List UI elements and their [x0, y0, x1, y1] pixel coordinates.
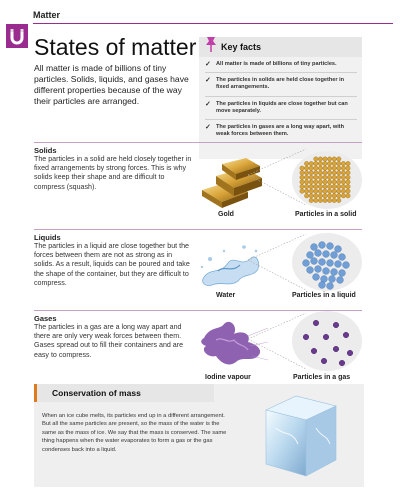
particle	[300, 171, 304, 175]
particle	[315, 250, 322, 257]
pin-icon	[203, 35, 219, 53]
key-facts-box	[199, 37, 362, 159]
particle	[337, 184, 341, 188]
particle	[341, 184, 345, 188]
particle	[323, 334, 329, 340]
particle	[346, 180, 350, 184]
particle	[309, 175, 313, 179]
particle	[339, 254, 346, 261]
liquid-particles	[292, 233, 362, 291]
particle	[304, 161, 308, 165]
check-icon: ✓	[205, 61, 211, 68]
particle	[314, 184, 318, 188]
particle	[327, 166, 331, 170]
particle	[335, 246, 342, 253]
particle	[318, 189, 322, 193]
particle	[314, 161, 318, 165]
particle	[346, 175, 350, 179]
particle	[337, 161, 341, 165]
particle	[313, 274, 320, 281]
particle	[346, 194, 350, 198]
particle	[332, 157, 336, 161]
particle	[318, 171, 322, 175]
particle	[314, 166, 318, 170]
particle	[332, 194, 336, 198]
particle	[337, 194, 341, 198]
particle	[329, 276, 336, 283]
particle	[327, 283, 334, 290]
particle	[332, 180, 336, 184]
particle	[327, 194, 331, 198]
particle	[337, 277, 344, 284]
particle	[318, 194, 322, 198]
particle	[323, 161, 327, 165]
particle	[332, 161, 336, 165]
particle	[303, 260, 310, 267]
liquids-text: The particles in a liquid are close together but the forces between them are not as strong as in solids. As a result, liquids can be poured and take the shape of the container, but they are difficult to compress.	[34, 242, 190, 287]
particle	[327, 180, 331, 184]
particles-solid-caption: Particles in a solid	[295, 211, 357, 218]
particle	[327, 161, 331, 165]
particle	[300, 180, 304, 184]
particle	[337, 198, 341, 202]
particle	[318, 180, 322, 184]
particle	[323, 189, 327, 193]
particle	[314, 198, 318, 202]
accent-bar	[34, 384, 37, 402]
particle	[341, 166, 345, 170]
particle	[327, 184, 331, 188]
page-title: States of matter	[34, 34, 197, 60]
ice-cube-image	[256, 388, 346, 483]
particle	[309, 184, 313, 188]
particle	[339, 360, 345, 366]
particle	[311, 244, 318, 251]
particle	[327, 189, 331, 193]
particle	[327, 198, 331, 202]
key-facts-header	[199, 37, 362, 57]
particle	[304, 175, 308, 179]
particle	[327, 243, 334, 250]
section-header	[33, 8, 393, 25]
gases-heading: Gases	[34, 314, 57, 323]
particle	[337, 166, 341, 170]
particle	[319, 282, 326, 289]
divider	[205, 119, 357, 120]
particle	[323, 184, 327, 188]
particle	[321, 358, 327, 364]
particle	[309, 189, 313, 193]
particle	[307, 252, 314, 259]
particle	[327, 157, 331, 161]
section-divider	[34, 229, 362, 230]
particle	[307, 267, 314, 274]
particle	[309, 194, 313, 198]
particle	[331, 252, 338, 259]
particle	[318, 184, 322, 188]
key-fact-item: ✓ The particles in solids are held close together in fixed arrangements.	[205, 77, 345, 91]
water-caption: Water	[216, 292, 236, 299]
particle	[337, 180, 341, 184]
key-facts-title: Key facts	[221, 42, 262, 52]
particle	[311, 348, 317, 354]
magnet-icon	[6, 24, 28, 48]
particle	[304, 194, 308, 198]
particle	[323, 198, 327, 202]
particle	[318, 166, 322, 170]
particle	[314, 194, 318, 198]
check-icon: ✓	[205, 124, 211, 132]
particle	[315, 266, 322, 273]
conservation-box	[34, 384, 364, 487]
gold-caption: Gold	[218, 211, 234, 218]
particle	[327, 175, 331, 179]
particle	[319, 242, 326, 249]
particle	[323, 157, 327, 161]
particle	[341, 161, 345, 165]
section-label: Matter	[33, 10, 61, 20]
header-divider	[33, 23, 393, 24]
section-divider	[34, 142, 362, 143]
particle	[346, 184, 350, 188]
particle	[304, 189, 308, 193]
particle	[337, 175, 341, 179]
particle	[332, 171, 336, 175]
key-facts-list	[205, 61, 357, 142]
particle	[323, 194, 327, 198]
gases-text: The particles in a gas are a long way apart and there are only very weak forces between them. Gases spread out to fill their containers and are easy to compress.	[34, 323, 184, 359]
particle	[318, 175, 322, 179]
particle	[333, 346, 339, 352]
solids-heading: Solids	[34, 146, 57, 155]
particle	[318, 198, 322, 202]
particle	[300, 189, 304, 193]
particle	[314, 157, 318, 161]
particle	[332, 198, 336, 202]
gas-particles	[292, 311, 362, 371]
particle	[341, 171, 345, 175]
particle	[335, 261, 342, 268]
particle	[319, 259, 326, 266]
particle	[323, 166, 327, 170]
particle	[347, 350, 353, 356]
check-icon: ✓	[205, 100, 211, 108]
particle	[346, 189, 350, 193]
key-fact-item: ✓ The particles in liquids are close together but can move separately.	[205, 100, 348, 114]
particle	[321, 276, 328, 283]
conservation-header	[34, 384, 214, 402]
conservation-title: Conservation of mass	[52, 388, 141, 398]
particle	[313, 320, 319, 326]
particle	[323, 268, 330, 275]
particle	[304, 184, 308, 188]
divider	[205, 96, 357, 97]
particles-gas-caption: Particles in a gas	[293, 374, 351, 381]
particle	[341, 180, 345, 184]
particle	[300, 175, 304, 179]
particle	[314, 171, 318, 175]
check-icon: ✓	[205, 77, 211, 85]
particle	[300, 184, 304, 188]
particle	[304, 180, 308, 184]
particle	[314, 189, 318, 193]
particle	[332, 175, 336, 179]
particle	[337, 157, 341, 161]
key-fact-item: ✓ The particles in gases are a long way apart, with weak forces between them.	[205, 124, 345, 138]
intro-paragraph: All matter is made of billions of tiny particles. Solids, liquids, and gases have different properties because of the way their particles are arranged.	[34, 63, 189, 106]
particle	[318, 161, 322, 165]
particle	[323, 175, 327, 179]
particle	[346, 161, 350, 165]
iodine-caption: Iodine vapour	[205, 374, 251, 381]
particle	[327, 260, 334, 267]
conservation-text: When an ice cube melts, its particles end up in a different arrangement. But all the same particles are present, so the mass of the water is the same as the mass of ice. We say that the mass is conserved. The same thing happens when the water evaporates to form a gas or the gas condenses back into a liquid.	[42, 413, 227, 453]
particle	[309, 198, 313, 202]
particle	[337, 171, 341, 175]
particle	[333, 322, 339, 328]
particle	[309, 171, 313, 175]
particle	[332, 166, 336, 170]
particle	[304, 166, 308, 170]
particle	[337, 189, 341, 193]
particle	[314, 180, 318, 184]
particle	[314, 175, 318, 179]
particle	[304, 171, 308, 175]
particle	[343, 332, 349, 338]
particle	[332, 184, 336, 188]
particle	[331, 269, 338, 276]
particle	[323, 180, 327, 184]
particle	[341, 189, 345, 193]
particle	[318, 157, 322, 161]
solids-text: The particles in a solid are held closely together in fixed arrangements by strong forces. This is why solids keep their shape and are difficult to compress (squash).	[34, 155, 192, 191]
divider	[205, 72, 357, 73]
particle	[323, 171, 327, 175]
particle	[300, 166, 304, 170]
particle	[323, 251, 330, 258]
particle	[346, 171, 350, 175]
particle	[309, 166, 313, 170]
particle	[311, 258, 318, 265]
particle	[303, 334, 309, 340]
particles-liquid-caption: Particles in a liquid	[292, 292, 356, 299]
particle	[332, 189, 336, 193]
particle	[341, 175, 345, 179]
particle	[341, 194, 345, 198]
key-fact-item: ✓ All matter is made of billions of tiny particles.	[205, 61, 337, 68]
particle	[309, 180, 313, 184]
particle	[346, 166, 350, 170]
particle	[309, 161, 313, 165]
particle	[327, 171, 331, 175]
liquids-heading: Liquids	[34, 233, 61, 242]
particle	[339, 270, 346, 277]
particle	[343, 262, 350, 269]
solid-particles	[292, 151, 362, 209]
